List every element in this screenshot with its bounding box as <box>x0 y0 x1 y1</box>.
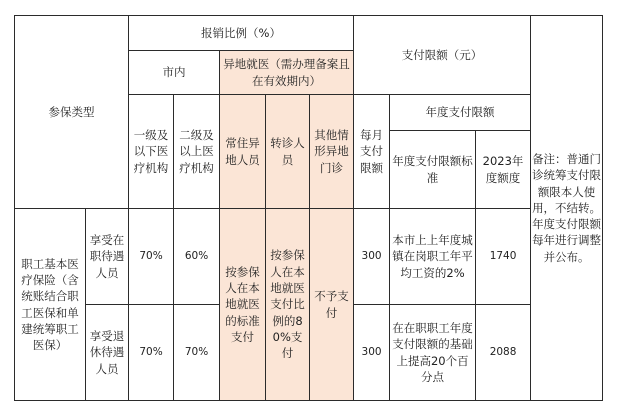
level2-value: 70% <box>174 305 220 401</box>
reimbursement-table <box>14 15 603 401</box>
annual-standard-value: 在在职职工年度支付限额的基础上提高20个百分点 <box>390 305 476 401</box>
subtype-cell: 享受在职待遇人员 <box>86 209 129 305</box>
category-cell: 职工基本医疗保险（含统账结合职工医保和单建统筹职工医保） <box>15 209 86 401</box>
monthly-value: 300 <box>354 209 390 305</box>
amount-value: 1740 <box>476 209 531 305</box>
resident-rule: 按参保人在本地就医的标准支付 <box>220 209 266 401</box>
level1-value: 70% <box>129 209 174 305</box>
header-level1: 一级及以下医疗机构 <box>129 95 174 209</box>
annual-standard-value: 本市上上年度城镇在岗职工年平均工资的2% <box>390 209 476 305</box>
header-resident: 常住异地人员 <box>220 95 266 209</box>
header-annual-standard: 年度支付限额标准 <box>390 131 476 209</box>
header-monthly-limit: 每月支付限额 <box>354 95 390 209</box>
level1-value: 70% <box>129 305 174 401</box>
other-rule: 不予支付 <box>310 209 354 401</box>
header-transfer: 转诊人员 <box>266 95 310 209</box>
header-payment-limit-text: 支付限额（元） <box>401 47 483 62</box>
header-level2: 二级及以上医疗机构 <box>174 95 220 209</box>
transfer-rule: 按参保人在本地就医支付比例的80%支付 <box>266 209 310 401</box>
header-reimbursement-ratio: 报销比例（%） <box>129 16 354 51</box>
header-payment-limit <box>354 16 531 95</box>
header-annual-limit: 年度支付限额 <box>390 95 531 131</box>
subtype-cell: 享受退休待遇人员 <box>86 305 129 401</box>
header-out-of-area: 异地就医（需办理备案且在有效期内） <box>220 51 354 95</box>
header-in-city: 市内 <box>129 51 220 95</box>
monthly-value: 300 <box>354 305 390 401</box>
remark-cell: 备注：普通门诊统筹支付限额限本人使用，不结转。年度支付限额每年进行调整并公布。 <box>531 16 603 401</box>
header-amount-2023: 2023年度额度 <box>476 131 531 209</box>
header-insurance-type: 参保类型 <box>15 16 129 209</box>
amount-value: 2088 <box>476 305 531 401</box>
level2-value: 60% <box>174 209 220 305</box>
header-other: 其他情形异地门诊 <box>310 95 354 209</box>
